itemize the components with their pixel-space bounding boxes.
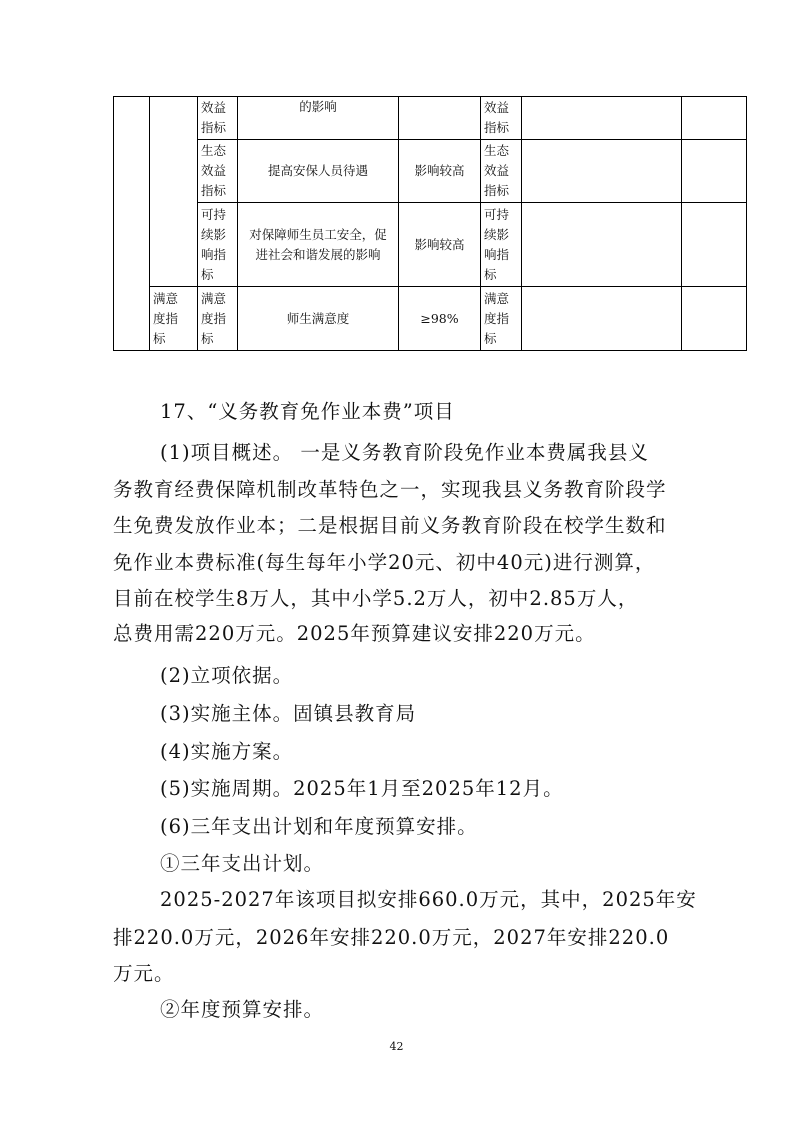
- indicator-category: 可持 续影 响指 标: [198, 203, 238, 287]
- page-number: 42: [389, 1040, 404, 1053]
- paragraph-line: 目前在校学生8万人，其中小学5.2万人，初中2.85万人，: [113, 587, 639, 610]
- table-row: [114, 140, 747, 203]
- paragraph-line: 排220.0万元，2026年安排220.0万元，2027年安排220.0: [113, 926, 670, 949]
- indicator-content: 师生满意度: [238, 287, 399, 351]
- table-row: [114, 203, 747, 287]
- indicator-target: ≥98%: [399, 287, 481, 351]
- indicator-content: 的影响: [238, 97, 399, 140]
- paragraph-line: (1)项目概述。 一是义务教育阶段免作业本费属我县义: [160, 441, 649, 464]
- performance-table: [113, 96, 747, 351]
- indicator-category-repeat: 可持 续影 响指 标: [481, 203, 522, 287]
- table-row: [114, 287, 747, 351]
- paragraph-line: 生免费发放作业本；二是根据目前义务教育阶段在校学生数和: [113, 514, 667, 537]
- indicator-category: 满意 度指 标: [198, 287, 238, 351]
- paragraph-line: 总费用需220万元。2025年预算建议安排220万元。: [113, 622, 596, 645]
- indicator-content: 对保障师生员工安全，促 进社会和谐发展的影响: [238, 203, 399, 287]
- paragraph-line: 务教育经费保障机制改革特色之一，实现我县义务教育阶段学: [113, 478, 667, 501]
- paragraph-subject: (3)实施主体。固镇县教育局: [160, 702, 417, 725]
- paragraph-three-year: ①三年支出计划。: [160, 852, 325, 875]
- indicator-remark: [682, 97, 747, 140]
- section-heading: 17、“义务教育免作业本费”项目: [160, 400, 455, 423]
- indicator-remark: [682, 203, 747, 287]
- indicator-target: 影响较高: [399, 203, 481, 287]
- indicator-value: [522, 203, 682, 287]
- indicator-category-repeat: 效益 指标: [481, 97, 522, 140]
- paragraph-line: 万元。: [113, 962, 175, 985]
- table-cell-level2: [150, 97, 198, 287]
- indicator-category: 效益 指标: [198, 97, 238, 140]
- indicator-category: 生态 效益 指标: [198, 140, 238, 203]
- indicator-target: [399, 97, 481, 140]
- indicator-remark: [682, 287, 747, 351]
- paragraph-budget-title: (6)三年支出计划和年度预算安排。: [160, 815, 478, 838]
- paragraph-period: (5)实施周期。2025年1月至2025年12月。: [160, 777, 564, 800]
- indicator-category-repeat: 满意 度指 标: [481, 287, 522, 351]
- indicator-category-repeat: 生态 效益 指标: [481, 140, 522, 203]
- indicator-value: [522, 140, 682, 203]
- paragraph-line: 免作业本费标准(每生每年小学20元、初中40元)进行测算，: [113, 551, 656, 574]
- paragraph-basis: (2)立项依据。: [160, 664, 294, 687]
- indicator-value: [522, 97, 682, 140]
- indicator-level2-category: 满意 度指 标: [150, 287, 198, 351]
- indicator-target: 影响较高: [399, 140, 481, 203]
- paragraph-line: 2025-2027年该项目拟安排660.0万元，其中，2025年安: [160, 888, 697, 911]
- indicator-value: [522, 287, 682, 351]
- indicator-remark: [682, 140, 747, 203]
- indicator-content: 提高安保人员待遇: [238, 140, 399, 203]
- paragraph-annual-budget: ②年度预算安排。: [160, 998, 325, 1021]
- paragraph-plan: (4)实施方案。: [160, 740, 294, 763]
- table-row: [114, 97, 747, 140]
- table-cell-level1: [114, 97, 150, 351]
